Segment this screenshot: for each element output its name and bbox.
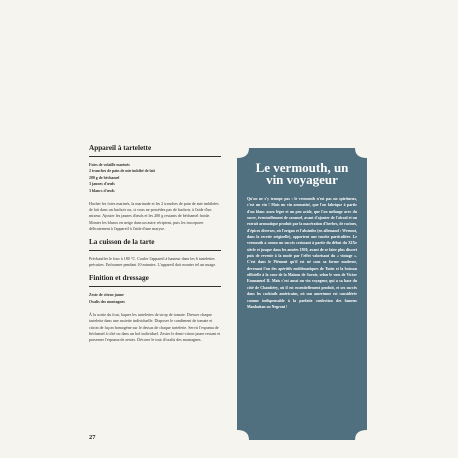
section-title-tartelette: Appareil à tartelette (89, 144, 152, 152)
page-number: 27 (89, 434, 96, 441)
ingredient-item: 2 tranches de pain de mie imbibé de lait (89, 169, 155, 174)
instructions-cuisson: Préchauffer le four à 180 °C. Couler l'appareil à hauteur dans les 6 tartelettes précuites. Enfourner pendant 10 minutes. L'appareil doit monter tel un nuage. (89, 256, 217, 268)
ingredient-item: Oxalis des montagnes (89, 299, 125, 304)
ingredient-item: 3 blancs d'œufs (89, 188, 115, 193)
ingredient-item: 200 g de béchamel (89, 175, 120, 180)
section-title-finition: Finition et dressage (89, 274, 149, 283)
ingredient-item: Foies de volaille marinés (89, 163, 130, 167)
box-text: Qu'on ne s'y trompe pas : le vermouth n'est pas un spiritueux, c'est un vin ! Mais un vin aromatisé, que l'on fabrique à partir d'un blanc assez léger et un peu acide, que l'on mélange avec du sucre, éventuellement de caramel, avant d'ajouter de l'alcool et un extrait aromatique produit par la macération d'herbes, de racines, d'épices diverses, où l'origan et l'absinthe (en allemand : Wermut, dans la recette originelle), apportent une touche particulière. Le vermouth a connu un succès croissant à partir du début du XIXe siècle et jusque dans les années 1950, avant de se faire plus discret puis de revenir à la mode par l'effet valorisant du « vintage ». C'est dans le Piémont qu'il est né sous sa forme moderne, devenant l'un des apéritifs emblématiques de Turin et la boisson officielle à la cour de la Maison de Savoie, selon le vœu de Victor Emmanuel II. Mais c'est aussi un vin voyageur, qui a sa base du côté de Chambéry, où il est essentiellement produit, et ses succès dans les cocktails américains, où son amertume est considérée comme indispensable à la parfaite confection des fameux Manhattan ou Negroni ! (247, 197, 358, 309)
ingredient-item: 3 jaunes d'œufs (89, 182, 115, 187)
recipe-column (89, 144, 221, 349)
section-divider (89, 156, 221, 157)
box-content (247, 158, 357, 310)
instructions-finition: À la sortie du four, laquer les tartelettes de sirop de tomate. Dresser chaque tartelette dans une assiette individuelle. Disposer le condiment de tomate et citron de façon homogène sur le dessus de chaque tartelette. Servir l'espuma de béchamel à côté ou dans un bol individuel. Zester le demi-citron jaune restant et parsemer l'espuma de zestes. Décorer le tout d'oxalis des montagnes. (89, 312, 221, 343)
sidebar-box (237, 148, 367, 440)
instructions-tartelette: Hacher les foies marinés, la marinade et les 2 tranches de pain de mie imbibées de lait dans un hachoir ou, si vous ne possédez pas de hachoir, à l'aide d'un mixeur. Ajouter les jaunes d'œufs et les 200 g restants de béchamel froide. Monter les blancs en neige dans un autre récipient, puis les incorporer délicatement à l'appareil à l'aide d'une maryse. (89, 201, 219, 231)
section-divider (89, 286, 221, 287)
ingredient-list (89, 162, 221, 194)
ingredient-list-finition (89, 292, 221, 305)
ingredient-item: Zeste de citron jaune (89, 293, 124, 298)
box-title: Le vermouth, un vin voyageur (255, 160, 349, 187)
section-title-cuisson: La cuisson de la tarte (89, 238, 155, 247)
section-divider (89, 250, 221, 251)
